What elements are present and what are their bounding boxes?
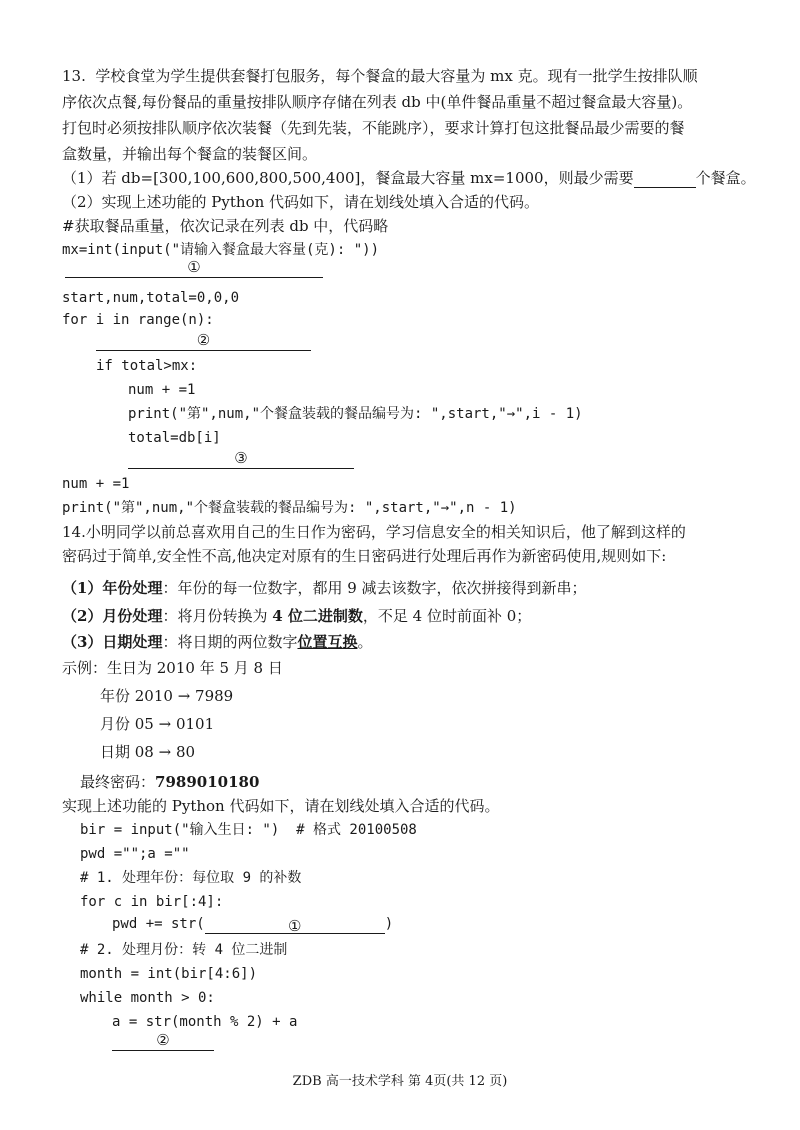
q13-code-total: total=db[i] bbox=[128, 430, 221, 446]
page-footer: ZDB 高一技术学科 第 4页(共 12 页) bbox=[292, 1074, 508, 1089]
q14-code-pwd-line bbox=[112, 914, 393, 934]
q14-rule-day-end: 。 bbox=[357, 633, 373, 651]
q14-line-1: 14.小明同学以前总喜欢用自己的生日作为密码，学习信息安全的相关知识后，他了解到这样的 bbox=[62, 523, 686, 541]
q14-rule-year bbox=[62, 578, 587, 598]
q13-code-mx: mx=int(input("请输入餐盒最大容量(克): ")) bbox=[62, 242, 380, 258]
q13-code-init: start,num,total=0,0,0 bbox=[62, 290, 240, 306]
q14-rule-month-text: ，不足 4 位时前面补 0； bbox=[362, 607, 532, 625]
q14-code-input: bir = input("输入生日: ") # 格式 20100508 bbox=[80, 822, 417, 838]
q14-example-day: 日期 08 → 80 bbox=[100, 743, 196, 761]
q14-example: 示例：生日为 2010 年 5 月 8 日 bbox=[62, 659, 283, 677]
q13-code-comment: #获取餐品重量，依次记录在列表 db 中，代码略 bbox=[62, 217, 389, 235]
q14-code-for: for c in bir[:4]: bbox=[80, 894, 224, 910]
q14-rule-day bbox=[62, 632, 373, 652]
q13-blank-3[interactable]: ③ bbox=[128, 448, 354, 469]
q14-final-label: 最终密码： bbox=[80, 773, 156, 791]
q13-code-if: if total>mx: bbox=[96, 358, 198, 374]
q14-example-month: 月份 05 → 0101 bbox=[100, 715, 215, 733]
q13-blank-1[interactable]: ① bbox=[65, 257, 323, 278]
q13-code-print-2: print("第",num,"个餐盒装载的餐品编号为: ",start,"→",n - 1) bbox=[62, 500, 517, 516]
q13-sub1-answer-blank[interactable] bbox=[634, 170, 696, 188]
q14-code-pwd-post: ) bbox=[384, 916, 394, 932]
q14-line-2: 密码过于简单,安全性不高,他决定对原有的生日密码进行处理后再作为新密码使用,规则如下: bbox=[62, 547, 667, 565]
q14-rule-day-mid: ：将日期的两位数字 bbox=[162, 633, 298, 651]
q13-blank-2[interactable]: ② bbox=[96, 330, 311, 351]
q13-sub1-suffix: 个餐盒。 bbox=[695, 169, 756, 187]
q14-rule-day-bold: 位置互换 bbox=[297, 633, 358, 651]
q14-code-month: month = int(bir[4:6]) bbox=[80, 966, 258, 982]
q14-blank-2[interactable]: ② bbox=[112, 1030, 214, 1051]
q13-line-3: 打包时必须按排队顺序依次装餐（先到先装，不能跳序），要求计算打包这批餐品最少需要的餐 bbox=[62, 119, 685, 137]
q13-code-print: print("第",num,"个餐盒装载的餐品编号为: ",start,"→",i - 1) bbox=[128, 406, 583, 422]
q13-code-num: num + =1 bbox=[128, 382, 196, 398]
q13-sub-question-1 bbox=[62, 168, 756, 188]
q14-code-binary: a = str(month % 2) + a bbox=[112, 1014, 298, 1030]
q14-rule-year-label: （1）年份处理 bbox=[62, 579, 163, 597]
q13-line-2: 序依次点餐,每份餐品的重量按排队顺序存储在列表 db 中(单件餐品重量不超过餐盒最大容量)。 bbox=[62, 93, 693, 111]
q14-code-comment-month: # 2. 处理月份：转 4 位二进制 bbox=[80, 942, 288, 958]
q14-example-year: 年份 2010 → 7989 bbox=[100, 687, 234, 705]
q13-sub1-text: （1）若 db=[300,100,600,800,500,400]，餐盒最大容量 mx=1000，则最少需要 bbox=[62, 169, 634, 187]
q14-code-init: pwd ="";a ="" bbox=[80, 846, 190, 862]
q14-rule-month bbox=[62, 606, 531, 626]
q14-rule-month-mid: ：将月份转换为 bbox=[162, 607, 273, 625]
q14-rule-day-label: （3）日期处理 bbox=[62, 633, 163, 651]
q13-code-for: for i in range(n): bbox=[62, 312, 214, 328]
q14-code-comment-year: # 1. 处理年份：每位取 9 的补数 bbox=[80, 870, 302, 886]
q14-final-value: 7989010180 bbox=[155, 773, 260, 791]
q14-code-pwd-pre: pwd += str( bbox=[112, 916, 205, 932]
q14-rule-month-bold: 4 位二进制数 bbox=[272, 607, 363, 625]
q13-sub-question-2: （2）实现上述功能的 Python 代码如下，请在划线处填入合适的代码。 bbox=[62, 193, 540, 211]
q14-final-password bbox=[80, 772, 259, 792]
q14-blank-1[interactable]: ① bbox=[205, 916, 385, 934]
q14-rule-year-text: ：年份的每一位数字，都用 9 减去该数字，依次拼接得到新串； bbox=[162, 579, 587, 597]
q13-line-1: 13. 学校食堂为学生提供套餐打包服务，每个餐盒的最大容量为 mx 克。现有一批学生按排队顺 bbox=[62, 67, 698, 85]
q14-rule-month-label: （2）月份处理 bbox=[62, 607, 163, 625]
q13-line-4: 盒数量，并输出每个餐盒的装餐区间。 bbox=[62, 145, 318, 163]
q13-code-num-2: num + =1 bbox=[62, 476, 130, 492]
q14-code-intro: 实现上述功能的 Python 代码如下，请在划线处填入合适的代码。 bbox=[62, 797, 500, 815]
q14-code-while: while month > 0: bbox=[80, 990, 215, 1006]
